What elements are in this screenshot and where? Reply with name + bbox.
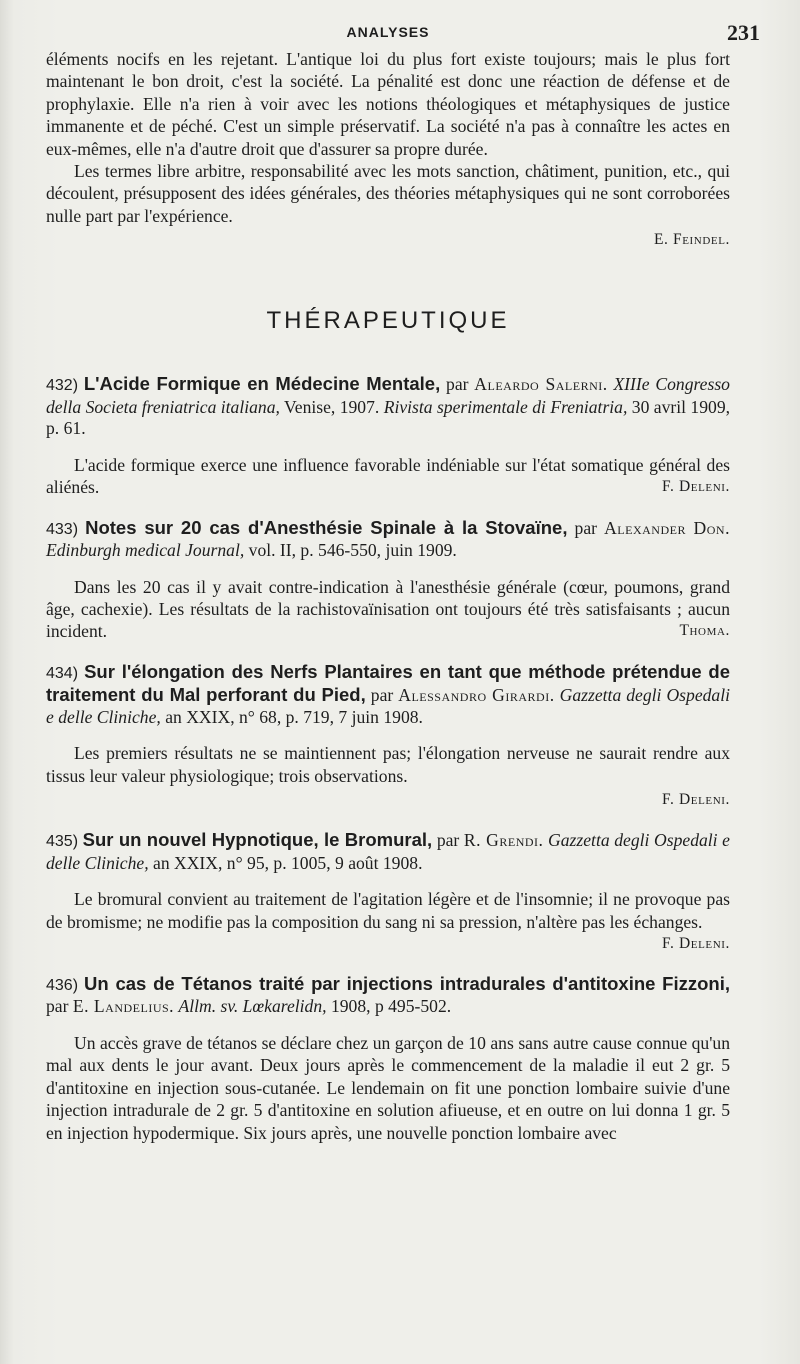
running-title: ANALYSES bbox=[346, 24, 430, 40]
entry-heading bbox=[46, 829, 730, 874]
entry-signature: F. Deleni. bbox=[662, 791, 730, 809]
entry-title: Notes sur 20 cas d'Anesthésie Spinale à la Stovaïne, bbox=[85, 516, 568, 538]
entry-number: 432) bbox=[46, 377, 79, 395]
entry-434 bbox=[46, 661, 730, 811]
entry-citation-details: 1908, p 495-502. bbox=[330, 996, 452, 1017]
entry-author: Alexander Don. bbox=[604, 517, 730, 538]
entry-body bbox=[46, 454, 730, 499]
intro-signature: E. Feindel. bbox=[653, 231, 730, 249]
entry-body-text: L'acide formique exerce une influence favorable indéniable sur l'état somatique général des aliénés. bbox=[46, 454, 730, 498]
entry-number: 433) bbox=[46, 520, 79, 538]
entry-title: Sur l'élongation des Nerfs Plantaires en tant que méthode prétendue de traitement du Mal perforant du Pied, bbox=[46, 660, 730, 706]
entry-author: E. Landelius. bbox=[72, 996, 175, 1017]
section-title: THÉRAPEUTIQUE bbox=[266, 307, 510, 335]
entry-number: 436) bbox=[46, 976, 79, 994]
entry-citation-2: Rivista sperimentale di Freniatria, bbox=[383, 396, 628, 417]
entry-signature: F. Deleni. bbox=[662, 934, 730, 952]
running-head bbox=[46, 20, 760, 48]
entry-author: Alessandro Girardi. bbox=[398, 685, 555, 706]
intro-paragraph-2: Les termes libre arbitre, responsabilité avec les mots sanction, châtiment, punition, etc., qui découlent, présupposent des idées générales, des théories métaphysiques qui ne sont corroborées nulle part par l'expérience. bbox=[46, 161, 730, 226]
entry-body bbox=[46, 576, 730, 643]
entry-citation-details: an XXIX, n° 95, p. 1005, 9 août 1908. bbox=[153, 852, 423, 873]
entry-body: Les premiers résultats ne se maintiennent pas; l'élongation nerveuse ne saurait rendre aux tissus leur valeur physiologique; trois observations. bbox=[46, 743, 730, 786]
entry-heading bbox=[46, 373, 730, 440]
entry-citation: Edinburgh medical Journal, bbox=[46, 540, 245, 561]
entry-citation-details: Venise, 1907. bbox=[284, 396, 380, 417]
entry-citation: Allm. sv. Lœkarelidn, bbox=[178, 996, 327, 1017]
entry-body: Un accès grave de tétanos se déclare chez un garçon de 10 ans sans autre cause connue qu'un mal aux dents le jour avant. Deux jours après le commencement de la maladie il eut 2 gr. 5 d'antitoxine en injection sous-cutanée. Le lendemain on fit une ponction lombaire suivie d'une injection intradurale de 2 gr. 5 d'antitoxine en solution afiueuse, et en outre on lui donna 1 gr. 5 en injection hypodermique. Six jours après, une nouvelle ponction lombaire avec bbox=[46, 1032, 730, 1143]
entry-body bbox=[46, 888, 730, 952]
entry-436 bbox=[46, 973, 730, 1144]
entry-citation-2-details: 30 avril 1909, p. 61. bbox=[46, 396, 731, 439]
entry-citation-details: vol. II, p. 546-550, juin 1909. bbox=[248, 540, 457, 561]
entry-title: Sur un nouvel Hypnotique, le Bromural, bbox=[82, 829, 433, 851]
entry-heading bbox=[46, 973, 730, 1018]
entry-author: Aleardo Salerni. bbox=[474, 374, 608, 395]
entry-citation: XIIIe Congresso della Societa freniatrica italiana, bbox=[46, 374, 730, 417]
entry-number: 434) bbox=[46, 664, 79, 682]
entry-signature: F. Deleni. bbox=[662, 478, 730, 496]
entry-432 bbox=[46, 373, 730, 498]
entry-body-text: Dans les 20 cas il y avait contre-indication à l'anesthésie générale (cœur, poumons, grand âge, cachexie). Les résultats de la rachistovaïnisation ont toujours été très satisfaisants ; aucun incident. bbox=[46, 576, 730, 642]
page-number: 231 bbox=[727, 20, 760, 45]
entry-signature: Thoma. bbox=[679, 622, 730, 640]
entry-title: L'Acide Formique en Médecine Mentale, bbox=[83, 373, 441, 395]
entry-citation: Gazzetta degli Ospedali e delle Cliniche, bbox=[46, 830, 730, 873]
entry-by: par bbox=[446, 374, 469, 395]
entry-number: 435) bbox=[46, 833, 79, 851]
entry-heading bbox=[46, 661, 730, 729]
intro-paragraph-1: éléments nocifs en les rejetant. L'antique loi du plus fort existe toujours; mais le plus fort maintenant le bon droit, c'est la société. La pénalité est donc une réaction de défense et de prophylaxie. Elle n'a rien à voir avec les notions théologiques et métaphysiques de justice immanente et de péché. C'est un simple préservatif. La société n'a pas à connaître les actes en eux-mêmes, elle n'a d'autre droit que d'assurer sa propre durée. bbox=[46, 49, 730, 159]
entry-citation: Gazzetta degli Ospedali e delle Cliniche, bbox=[46, 685, 730, 727]
entry-by: par bbox=[436, 830, 460, 851]
entry-title: Un cas de Tétanos traité par injections intradurales d'antitoxine Fizzoni, bbox=[84, 972, 730, 994]
entry-citation-details: an XXIX, n° 68, p. 719, 7 juin 1908. bbox=[165, 706, 423, 727]
entry-by: par bbox=[370, 685, 394, 706]
entry-by: par bbox=[574, 517, 598, 538]
entry-heading bbox=[46, 517, 730, 562]
entry-body-text: Le bromural convient au traitement de l'agitation légère et de l'insomnie; il ne provoque pas de bromisme; ne modifie pas la composition du sang ni sa pression, n'altère pas les échanges. bbox=[46, 889, 730, 932]
entry-433 bbox=[46, 517, 730, 643]
entry-by: par bbox=[46, 996, 69, 1017]
entry-author: R. Grendi. bbox=[463, 830, 544, 851]
entry-435 bbox=[46, 829, 730, 955]
